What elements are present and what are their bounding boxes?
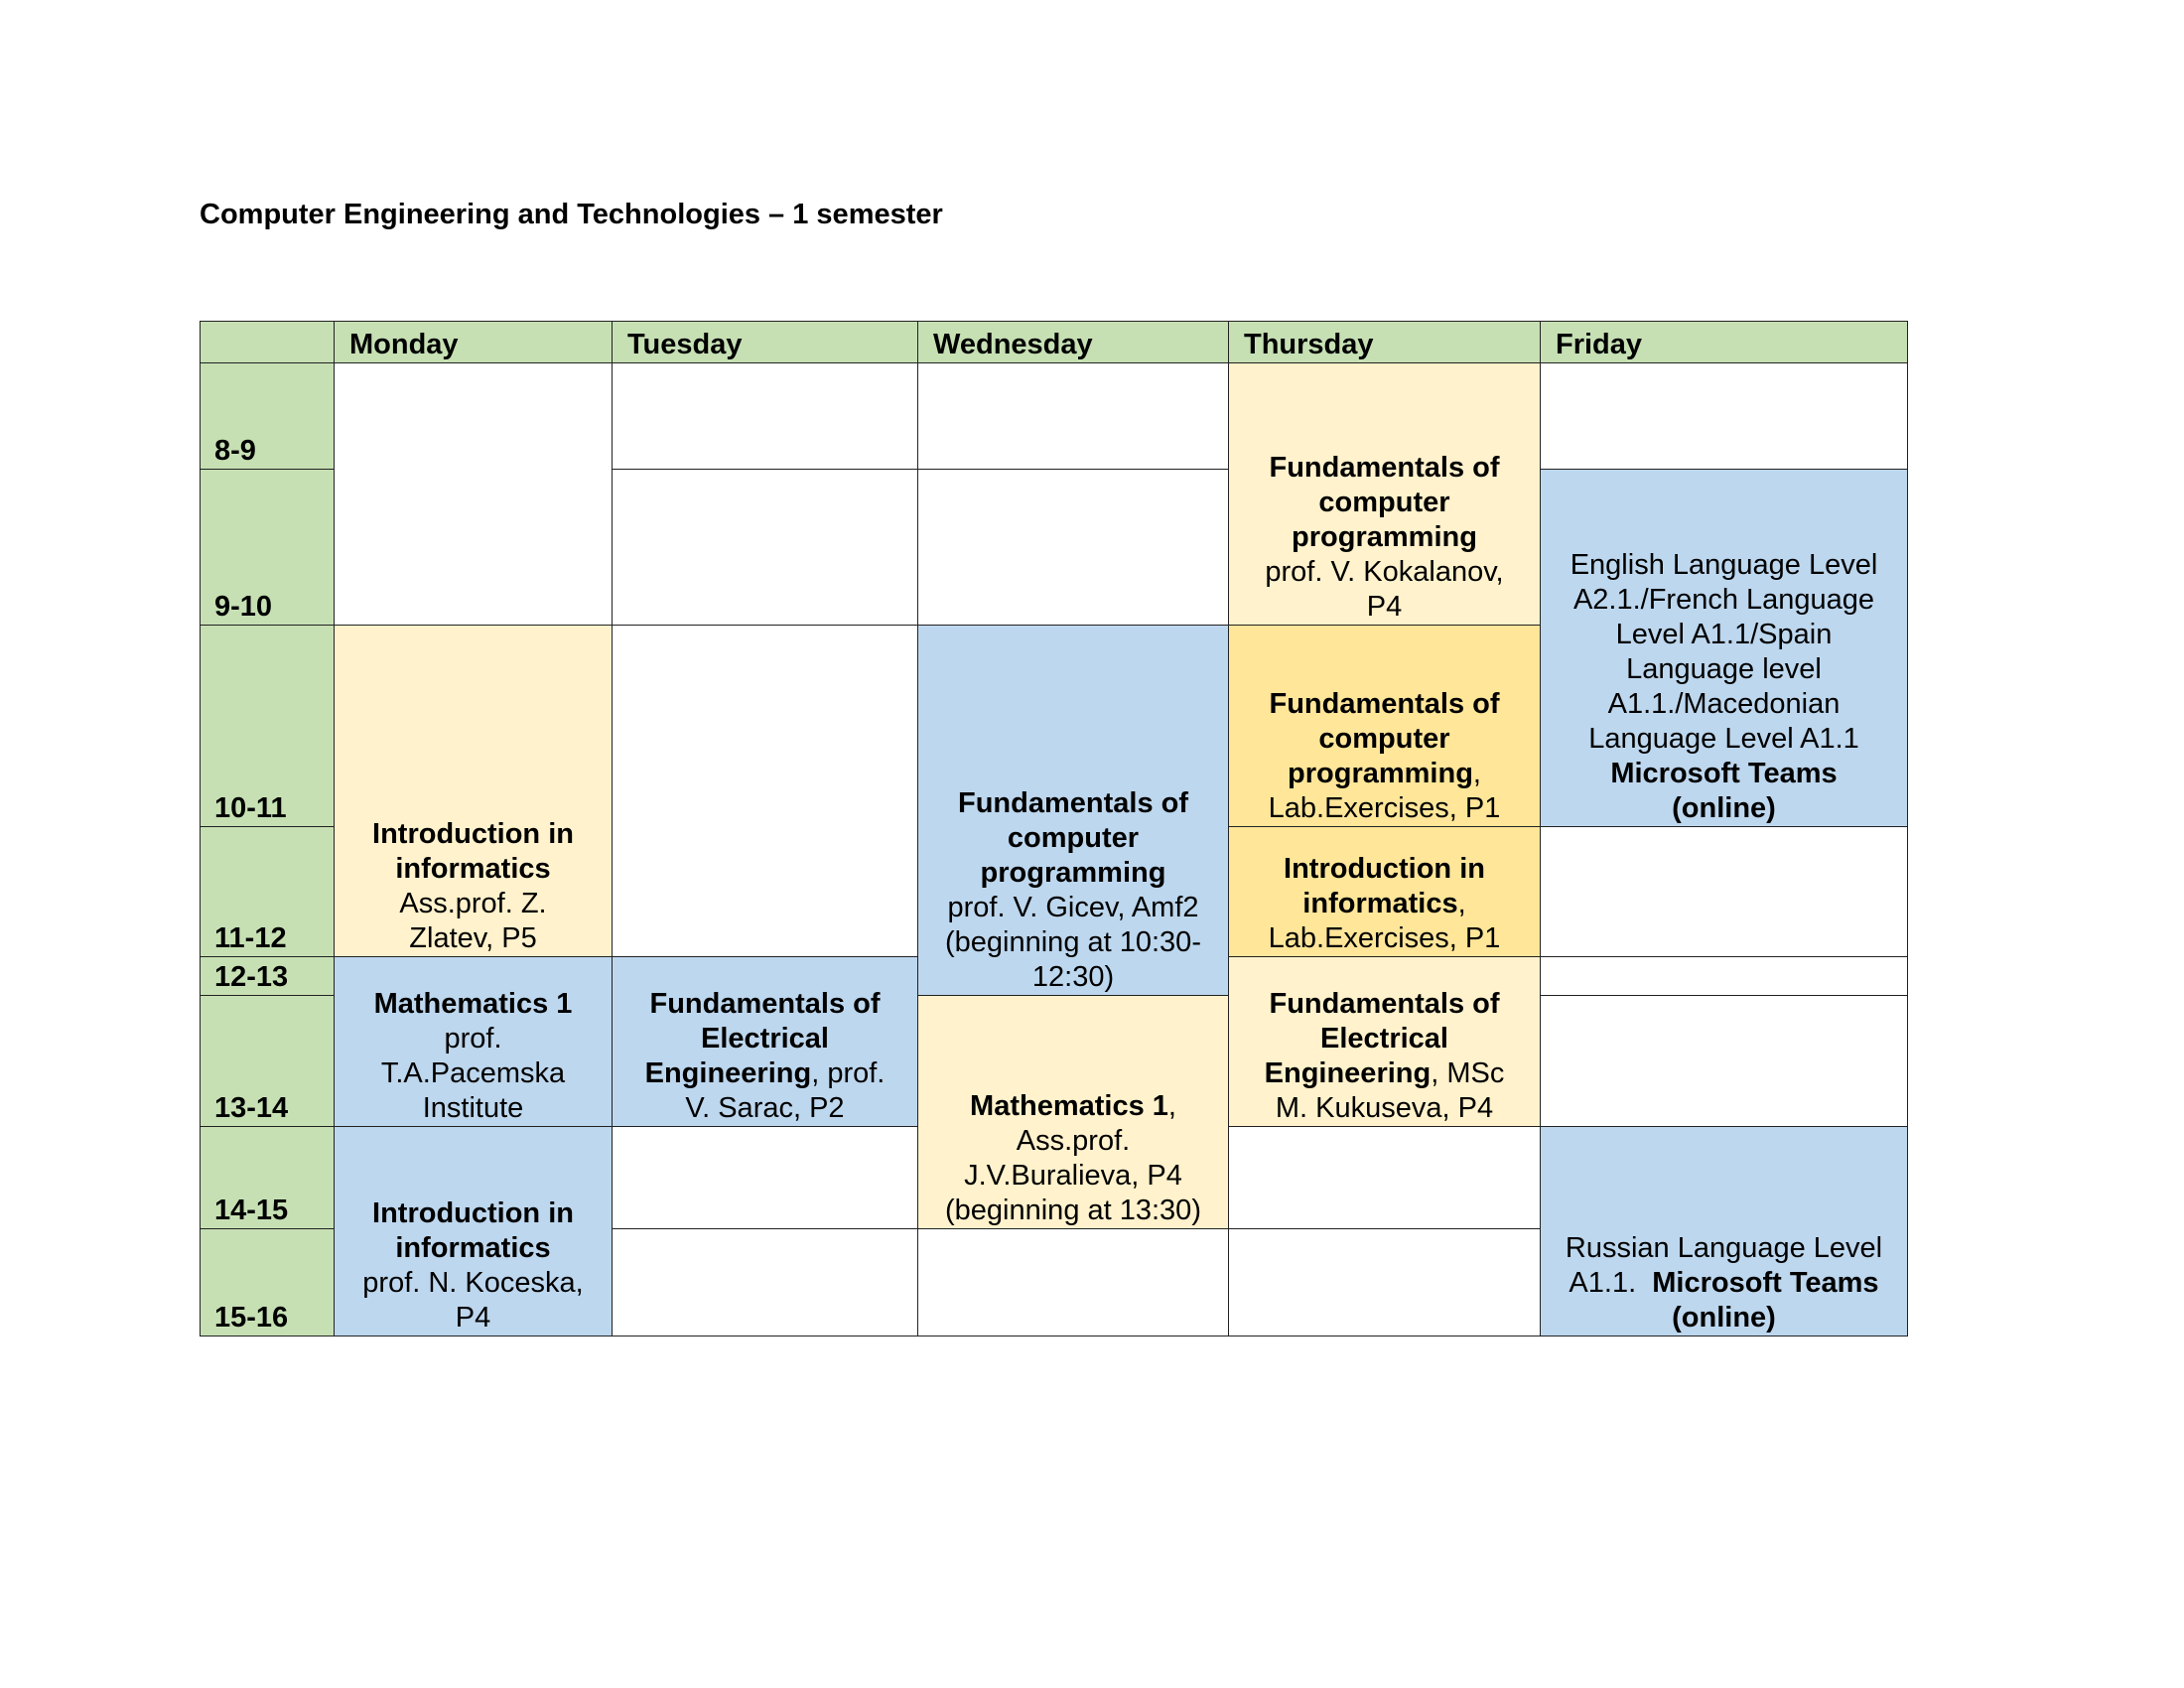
- course-name: Microsoft Teams: [1652, 1267, 1879, 1299]
- course-name: Engineering: [1264, 1057, 1432, 1089]
- header-monday: Monday: [334, 321, 613, 363]
- slot-11-12: 11-12: [200, 826, 335, 957]
- course-name: programming: [980, 857, 1166, 889]
- empty-cell: [1228, 1228, 1541, 1336]
- course-wed-mathematics-1: [917, 995, 1229, 1229]
- slot-12-13: 12-13: [200, 956, 335, 996]
- course-thu-introduction-informatics-lab: [1228, 826, 1541, 957]
- course-name: programming: [1292, 521, 1477, 553]
- header-wednesday: Wednesday: [917, 321, 1229, 363]
- empty-cell: [917, 362, 1229, 470]
- empty-cell: [1540, 826, 1908, 957]
- course-detail: prof.: [444, 1023, 502, 1055]
- empty-cell: [612, 1126, 918, 1229]
- empty-cell: [1540, 956, 1908, 996]
- course-name: Electrical: [701, 1023, 829, 1055]
- course-name: Mathematics 1: [373, 988, 573, 1020]
- course-detail: ,: [1472, 758, 1481, 789]
- course-detail: , MSc: [1431, 1057, 1505, 1089]
- course-detail: Lab.Exercises, P1: [1268, 792, 1501, 824]
- course-tue-fundamentals-electrical-engineering: [612, 956, 918, 1127]
- course-detail: Ass.prof.: [1016, 1125, 1131, 1157]
- course-name: Engineering: [644, 1057, 812, 1089]
- course-name: Electrical: [1320, 1023, 1448, 1055]
- course-detail: Zlatev, P5: [409, 922, 537, 954]
- course-name: Microsoft Teams: [1610, 758, 1838, 789]
- slot-14-15: 14-15: [200, 1126, 335, 1229]
- course-detail: prof. V. Kokalanov,: [1265, 556, 1504, 588]
- course-detail: Institute: [422, 1092, 524, 1124]
- course-name-line: [645, 1056, 886, 1091]
- course-name: computer: [1318, 723, 1450, 755]
- header-thursday: Thursday: [1228, 321, 1541, 363]
- course-detail: M. Kukuseva, P4: [1275, 1092, 1494, 1124]
- course-name: (online): [1672, 792, 1776, 824]
- empty-cell: [917, 469, 1229, 626]
- course-detail: ,: [1167, 1090, 1176, 1122]
- course-fri-russian-language: [1540, 1126, 1908, 1336]
- course-detail: A1.1./Macedonian: [1607, 688, 1841, 720]
- header-corner: [200, 321, 335, 363]
- course-detail: A2.1./French Language: [1572, 584, 1875, 616]
- course-name: (online): [1672, 1302, 1776, 1334]
- empty-cell: [1228, 1126, 1541, 1229]
- course-name-line: [970, 1089, 1176, 1124]
- course-detail: 12:30): [1031, 961, 1115, 993]
- course-detail: Lab.Exercises, P1: [1268, 922, 1501, 954]
- course-name: computer: [1318, 487, 1450, 518]
- course-name: Fundamentals of: [957, 787, 1188, 819]
- course-detail: , prof.: [811, 1057, 886, 1089]
- course-name: Introduction in: [372, 818, 574, 850]
- course-detail: P4: [455, 1302, 491, 1334]
- course-name-line: [1288, 757, 1481, 791]
- course-detail: Russian Language Level: [1565, 1232, 1883, 1264]
- course-mon-mathematics-1: [334, 956, 613, 1127]
- course-name-line: [1302, 887, 1465, 921]
- course-name: informatics: [395, 853, 551, 885]
- course-detail: English Language Level: [1570, 549, 1878, 581]
- course-thu-fundamentals-electrical-engineering: [1228, 956, 1541, 1127]
- header-tuesday: Tuesday: [612, 321, 918, 363]
- course-detail: V. Sarac, P2: [685, 1092, 845, 1124]
- slot-10-11: 10-11: [200, 625, 335, 827]
- course-mon-introduction-informatics-2: [334, 1126, 613, 1336]
- course-name: informatics: [395, 1232, 551, 1264]
- course-fri-language-courses: [1540, 469, 1908, 827]
- course-name: Introduction in: [1284, 853, 1485, 885]
- slot-15-16: 15-16: [200, 1228, 335, 1336]
- empty-cell: [1540, 995, 1908, 1127]
- course-detail-line: [1569, 1266, 1878, 1301]
- course-detail: prof. V. Gicev, Amf2: [947, 892, 1199, 923]
- course-name: computer: [1007, 822, 1140, 854]
- slot-8-9: 8-9: [200, 362, 335, 470]
- course-mon-introduction-informatics: [334, 625, 613, 957]
- course-name-line: [1265, 1056, 1505, 1091]
- course-detail: Language level: [1626, 653, 1822, 685]
- course-thu-fundamentals-computer-programming-lab: [1228, 625, 1541, 827]
- course-detail: (beginning at 10:30-: [945, 926, 1201, 958]
- course-detail: (beginning at 13:30): [945, 1195, 1201, 1226]
- course-detail: Language Level A1.1: [1588, 723, 1859, 755]
- empty-cell: [612, 362, 918, 470]
- course-detail: J.V.Buralieva, P4: [964, 1160, 1182, 1192]
- course-name: Introduction in: [372, 1197, 574, 1229]
- course-detail: T.A.Pacemska: [380, 1057, 566, 1089]
- course-name: programming: [1288, 758, 1473, 789]
- header-friday: Friday: [1540, 321, 1908, 363]
- course-name: Mathematics 1: [970, 1090, 1168, 1122]
- course-wed-fundamentals-computer-programming: [917, 625, 1229, 996]
- empty-cell: [612, 1228, 918, 1336]
- course-name: Fundamentals of: [649, 988, 881, 1020]
- empty-cell: [917, 1228, 1229, 1336]
- slot-9-10: 9-10: [200, 469, 335, 626]
- empty-cell: [334, 362, 613, 626]
- course-detail: P4: [1366, 591, 1403, 623]
- slot-13-14: 13-14: [200, 995, 335, 1127]
- course-detail: ,: [1457, 888, 1466, 919]
- course-detail: prof. N. Koceska,: [362, 1267, 584, 1299]
- page-title: Computer Engineering and Technologies – 1 semester: [200, 199, 943, 230]
- course-detail: Level A1.1/Spain: [1615, 619, 1833, 650]
- course-thu-fundamentals-computer-programming: [1228, 362, 1541, 626]
- course-name: Fundamentals of: [1269, 688, 1500, 720]
- empty-cell: [1540, 362, 1908, 470]
- course-name: informatics: [1302, 888, 1458, 919]
- course-detail: Ass.prof. Z.: [399, 888, 547, 919]
- empty-cell: [612, 625, 918, 957]
- course-name: Fundamentals of: [1269, 988, 1500, 1020]
- course-name: Fundamentals of: [1269, 452, 1500, 484]
- empty-cell: [612, 469, 918, 626]
- course-detail: A1.1.: [1569, 1267, 1637, 1299]
